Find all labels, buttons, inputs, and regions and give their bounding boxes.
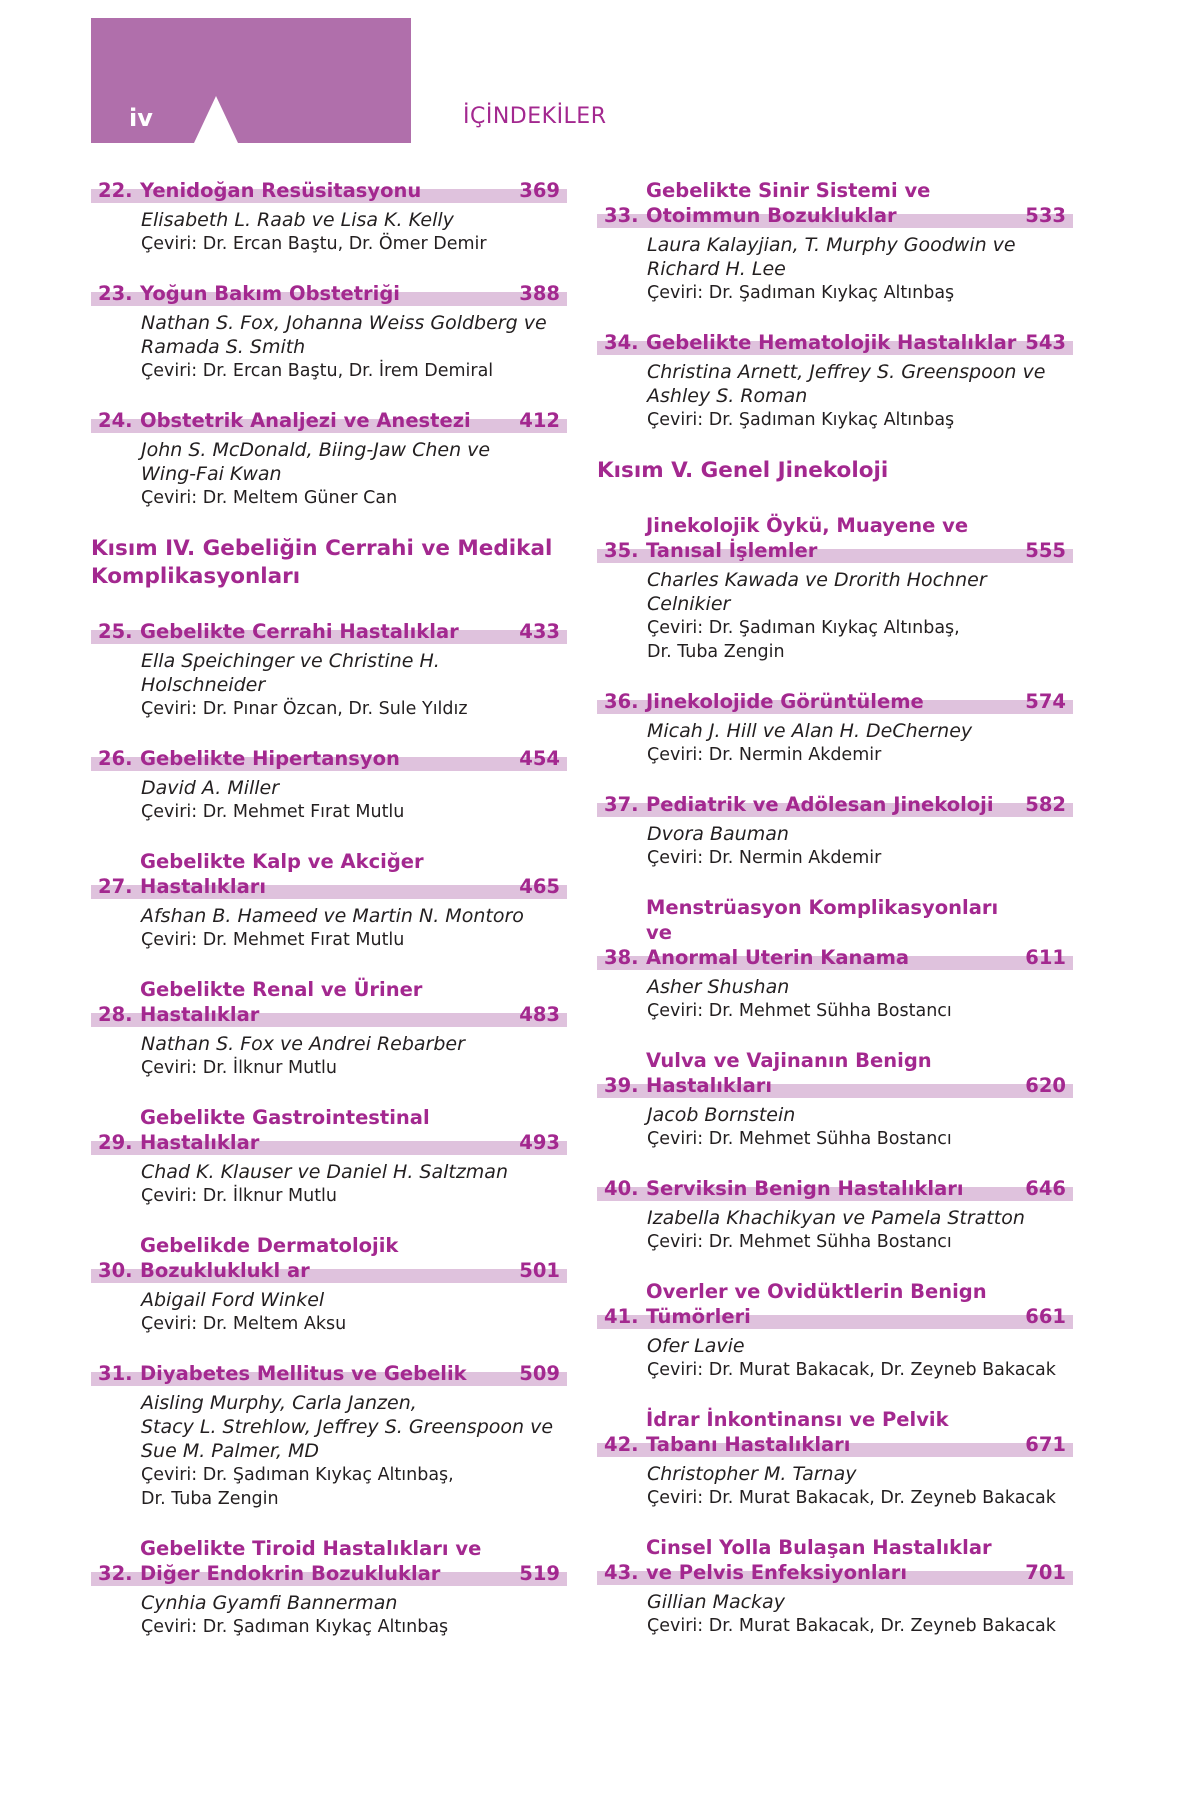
- chapter-number: 41.: [604, 1305, 639, 1328]
- toc-entry[interactable]: [597, 895, 1073, 1023]
- chapter-authors: Micah J. Hill ve Alan H. DeCherney: [647, 720, 973, 742]
- page-number-ref: 493: [519, 1131, 560, 1154]
- chapter-translators: Çeviri: Dr. Mehmet Fırat Mutlu: [141, 930, 405, 950]
- toc-entry[interactable]: [91, 1361, 567, 1511]
- toc-entry[interactable]: [597, 513, 1073, 664]
- entry-heading[interactable]: [597, 1535, 1073, 1585]
- toc-entry[interactable]: [597, 1535, 1073, 1638]
- chapter-title: Gebelikde Dermatolojik Bozukluklukl ar: [140, 1234, 399, 1282]
- chapter-title: Cinsel Yolla Bulaşan Hastalıklar ve Pelvis Enfeksiyonları: [646, 1536, 992, 1584]
- page-number-ref: 574: [1025, 690, 1066, 713]
- page-number-ref: 483: [519, 1003, 560, 1026]
- entry-heading[interactable]: [597, 330, 1073, 355]
- chapter-translators: Çeviri: Dr. Nermin Akdemir: [647, 745, 882, 765]
- chapter-authors: Christopher M. Tarnay: [647, 1463, 857, 1485]
- page-number-ref: 671: [1025, 1433, 1066, 1456]
- page-number-ref: 465: [519, 875, 560, 898]
- chapter-authors: Nathan S. Fox ve Andrei Rebarber: [141, 1033, 465, 1055]
- toc-entry[interactable]: [91, 977, 567, 1080]
- entry-heading[interactable]: [597, 1176, 1073, 1201]
- chapter-translators: Çeviri: Dr. Mehmet Sühha Bostancı: [647, 1232, 952, 1252]
- chapter-translators: Çeviri: Dr. Nermin Akdemir: [647, 848, 882, 868]
- chapter-number: 26.: [98, 747, 133, 770]
- chapter-number: 38.: [604, 946, 639, 969]
- chapter-number: 39.: [604, 1074, 639, 1097]
- page-number-ref: 555: [1025, 539, 1066, 562]
- chapter-translators: Çeviri: Dr. Pınar Özcan, Dr. Sule Yıldız: [141, 699, 468, 719]
- chapter-authors: Nathan S. Fox, Johanna Weiss Goldberg ve Ramada S. Smith: [141, 312, 547, 358]
- page-number-ref: 519: [519, 1562, 560, 1585]
- page-number-ref: 543: [1025, 331, 1066, 354]
- chapter-authors: Elisabeth L. Raab ve Lisa K. Kelly: [141, 209, 454, 231]
- chapter-number: 40.: [604, 1177, 639, 1200]
- toc-entry[interactable]: [91, 281, 567, 383]
- entry-heading[interactable]: [91, 1233, 567, 1283]
- chapter-number: 29.: [98, 1131, 133, 1154]
- toc-entry[interactable]: [91, 1536, 567, 1639]
- chapter-authors: Izabella Khachikyan ve Pamela Stratton: [647, 1207, 1025, 1229]
- chapter-authors: Asher Shushan: [647, 976, 790, 998]
- chapter-translators: Çeviri: Dr. Meltem Güner Can: [141, 488, 398, 508]
- chapter-number: 32.: [98, 1562, 133, 1585]
- chapter-title: Gebelikte Renal ve Üriner Hastalıklar: [140, 978, 423, 1026]
- chapter-translators: Çeviri: Dr. Meltem Aksu: [141, 1314, 347, 1334]
- chapter-authors: Cynhia Gyamfi Bannerman: [141, 1592, 398, 1614]
- toc-entry[interactable]: [597, 178, 1073, 305]
- chapter-number: 27.: [98, 875, 133, 898]
- chapter-translators: Çeviri: Dr. Mehmet Sühha Bostancı: [647, 1001, 952, 1021]
- chapter-number: 34.: [604, 331, 639, 354]
- chapter-title: Gebelikte Cerrahi Hastalıklar: [140, 620, 459, 643]
- toc-entry[interactable]: [597, 1176, 1073, 1254]
- page-number-ref: 582: [1025, 793, 1066, 816]
- chapter-authors: John S. McDonald, Biing-Jaw Chen ve Wing-Fai Kwan: [141, 439, 491, 485]
- chapter-title: İdrar İnkontinansı ve Pelvik Tabanı Hastalıkları: [646, 1408, 949, 1456]
- entry-heading[interactable]: [597, 689, 1073, 714]
- chapter-authors: Ofer Lavie: [647, 1335, 745, 1357]
- part-heading: Kısım V. Genel Jinekoloji: [597, 458, 889, 483]
- entry-heading[interactable]: [91, 977, 567, 1027]
- chapter-number: 23.: [98, 282, 133, 305]
- toc-entry[interactable]: [597, 689, 1073, 767]
- page-number-ref: 454: [519, 747, 560, 770]
- chapter-authors: Charles Kawada ve Drorith Hochner Celnikier: [647, 569, 987, 615]
- chapter-number: 35.: [604, 539, 639, 562]
- chapter-number: 28.: [98, 1003, 133, 1026]
- entry-heading[interactable]: [597, 1407, 1073, 1457]
- chapter-number: 37.: [604, 793, 639, 816]
- toc-entry[interactable]: [91, 849, 567, 952]
- chapter-translators: Çeviri: Dr. Şadıman Kıykaç Altınbaş: [647, 283, 955, 303]
- page-number-ref: 661: [1025, 1305, 1066, 1328]
- chapter-title: Jinekolojide Görüntüleme: [646, 690, 924, 713]
- page-number-ref: 509: [519, 1362, 560, 1385]
- chapter-title: Gebelikte Gastrointestinal Hastalıklar: [140, 1106, 430, 1154]
- chapter-translators: Çeviri: Dr. Murat Bakacak, Dr. Zeyneb Bakacak: [647, 1616, 1056, 1636]
- page-number: iv: [129, 104, 153, 132]
- chapter-authors: Gillian Mackay: [647, 1591, 785, 1613]
- chapter-number: 24.: [98, 409, 133, 432]
- entry-heading[interactable]: [91, 1105, 567, 1155]
- chapter-translators: Çeviri: Dr. Ercan Baştu, Dr. Ömer Demir: [141, 234, 487, 254]
- entry-heading[interactable]: [597, 513, 1073, 563]
- entry-heading[interactable]: [91, 408, 567, 433]
- page-number-ref: 533: [1025, 204, 1066, 227]
- chapter-number: 36.: [604, 690, 639, 713]
- toc-entry[interactable]: [91, 746, 567, 824]
- chapter-title: Gebelikte Tiroid Hastalıkları ve Diğer Endokrin Bozukluklar: [140, 1537, 482, 1585]
- entry-heading[interactable]: [597, 178, 1073, 228]
- chapter-translators: Çeviri: Dr. Murat Bakacak, Dr. Zeyneb Bakacak: [647, 1360, 1056, 1380]
- chapter-authors: Afshan B. Hameed ve Martin N. Montoro: [141, 905, 524, 927]
- toc-entry[interactable]: [597, 1407, 1073, 1510]
- chapter-number: 33.: [604, 204, 639, 227]
- toc-entry[interactable]: [597, 1048, 1073, 1151]
- chapter-translators: Çeviri: Dr. Şadıman Kıykaç Altınbaş: [647, 410, 955, 430]
- chapter-number: 22.: [98, 179, 133, 202]
- entry-heading[interactable]: [91, 281, 567, 306]
- right-column: [597, 178, 1073, 1663]
- entry-heading[interactable]: [597, 1279, 1073, 1329]
- page-number-ref: 388: [519, 282, 560, 305]
- chapter-title: Overler ve Ovidüktlerin Benign Tümörleri: [646, 1280, 987, 1328]
- chapter-authors: Christina Arnett, Jeffrey S. Greenspoon ve Ashley S. Roman: [647, 361, 1046, 407]
- chapter-authors: David A. Miller: [141, 777, 280, 799]
- toc-entry[interactable]: [91, 619, 567, 721]
- chapter-translators: Çeviri: Dr. Mehmet Sühha Bostancı: [647, 1129, 952, 1149]
- chapter-title: Jinekolojik Öykü, Muayene ve Tanısal İşlemler: [646, 514, 969, 562]
- chapter-number: 31.: [98, 1362, 133, 1385]
- chapter-title: Gebelikte Hipertansyon: [140, 747, 400, 770]
- page-number-ref: 412: [519, 409, 560, 432]
- chapter-title: Obstetrik Analjezi ve Anestezi: [140, 409, 471, 432]
- toc-entry[interactable]: [597, 1279, 1073, 1382]
- chapter-title: Gebelikte Hematolojik Hastalıklar: [646, 331, 1017, 354]
- chapter-translators: Çeviri: Dr. İlknur Mutlu: [141, 1058, 338, 1078]
- chapter-authors: Laura Kalayjian, T. Murphy Goodwin ve Richard H. Lee: [647, 234, 1016, 280]
- chapter-title: Gebelikte Sinir Sistemi ve Otoimmun Bozukluklar: [646, 179, 931, 227]
- entry-heading[interactable]: [597, 792, 1073, 817]
- chapter-title: Menstrüasyon Komplikasyonları ve Anormal Uterin Kanama: [646, 896, 999, 969]
- chapter-translators: Çeviri: Dr. İlknur Mutlu: [141, 1186, 338, 1206]
- chapter-translators: Çeviri: Dr. Şadıman Kıykaç Altınbaş, Dr. Tuba Zengin: [141, 1465, 454, 1509]
- chapter-translators: Çeviri: Dr. Şadıman Kıykaç Altınbaş, Dr. Tuba Zengin: [647, 618, 960, 662]
- page-number-ref: 611: [1025, 946, 1066, 969]
- chapter-authors: Dvora Bauman: [647, 823, 789, 845]
- chapter-title: Serviksin Benign Hastalıkları: [646, 1177, 964, 1200]
- entry-heading[interactable]: [91, 1361, 567, 1386]
- chapter-authors: Chad K. Klauser ve Daniel H. Saltzman: [141, 1161, 508, 1183]
- toc-entry[interactable]: [91, 1105, 567, 1208]
- toc-entry[interactable]: [91, 408, 567, 510]
- triangle-mark: [194, 96, 238, 143]
- toc-entry[interactable]: [91, 178, 567, 256]
- chapter-number: 43.: [604, 1561, 639, 1584]
- chapter-title: Pediatrik ve Adölesan Jinekoloji: [646, 793, 994, 816]
- chapter-translators: Çeviri: Dr. Murat Bakacak, Dr. Zeyneb Bakacak: [647, 1488, 1056, 1508]
- contents-title: İÇİNDEKİLER: [463, 104, 607, 129]
- page-tab: [91, 18, 411, 143]
- entry-heading[interactable]: [597, 1048, 1073, 1098]
- page-number-ref: 701: [1025, 1561, 1066, 1584]
- chapter-translators: Çeviri: Dr. Ercan Baştu, Dr. İrem Demiral: [141, 361, 494, 381]
- toc-entry[interactable]: [597, 792, 1073, 870]
- entry-heading[interactable]: [91, 1536, 567, 1586]
- chapter-title: Vulva ve Vajinanın Benign Hastalıkları: [646, 1049, 932, 1097]
- page-number-ref: 620: [1025, 1074, 1066, 1097]
- page-number-ref: 646: [1025, 1177, 1066, 1200]
- chapter-number: 30.: [98, 1259, 133, 1282]
- chapter-title: Diyabetes Mellitus ve Gebelik: [140, 1362, 467, 1385]
- entry-heading[interactable]: [597, 895, 1073, 970]
- chapter-authors: Ella Speichinger ve Christine H. Holschneider: [141, 650, 440, 696]
- page-number-ref: 433: [519, 620, 560, 643]
- page-number-ref: 501: [519, 1259, 560, 1282]
- chapter-authors: Aisling Murphy, Carla Janzen, Stacy L. Strehlow, Jeffrey S. Greenspoon ve Sue M. Palmer, MD: [141, 1392, 554, 1462]
- chapter-title: Gebelikte Kalp ve Akciğer Hastalıkları: [140, 850, 424, 898]
- chapter-authors: Abigail Ford Winkel: [141, 1289, 325, 1311]
- chapter-title: Yenidoğan Resüsitasyonu: [140, 179, 422, 202]
- toc-entry[interactable]: [597, 330, 1073, 432]
- chapter-translators: Çeviri: Dr. Şadıman Kıykaç Altınbaş: [141, 1617, 449, 1637]
- chapter-number: 25.: [98, 620, 133, 643]
- toc-entry[interactable]: [91, 1233, 567, 1336]
- entry-heading[interactable]: [91, 746, 567, 771]
- part-heading: Kısım IV. Gebeliğin Cerrahi ve Medikal Komplikasyonları: [91, 536, 553, 589]
- entry-heading[interactable]: [91, 178, 567, 203]
- chapter-title: Yoğun Bakım Obstetriği: [140, 282, 400, 305]
- page-number-ref: 369: [519, 179, 560, 202]
- chapter-authors: Jacob Bornstein: [647, 1104, 796, 1126]
- chapter-number: 42.: [604, 1433, 639, 1456]
- entry-heading[interactable]: [91, 849, 567, 899]
- left-column: [91, 178, 567, 1664]
- chapter-translators: Çeviri: Dr. Mehmet Fırat Mutlu: [141, 802, 405, 822]
- entry-heading[interactable]: [91, 619, 567, 644]
